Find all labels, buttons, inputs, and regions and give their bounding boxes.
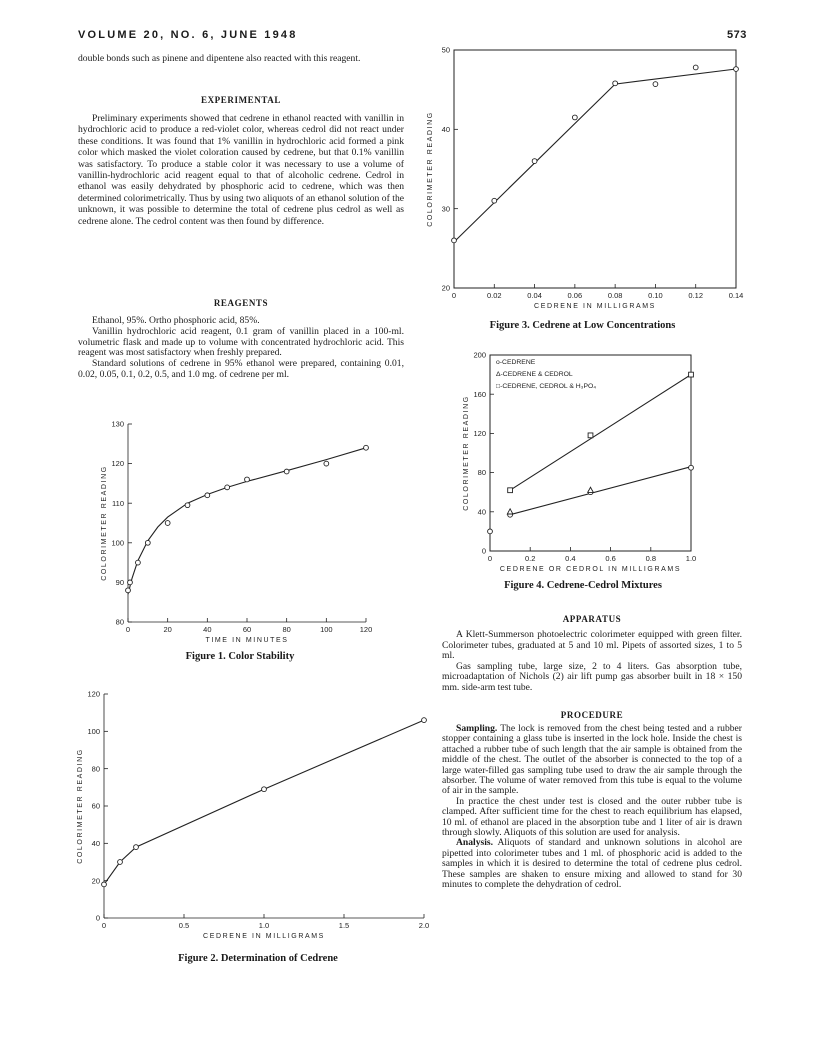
- data-point: [245, 477, 250, 482]
- x-tick-label: 80: [282, 625, 291, 634]
- figure-2-chart: [78, 688, 438, 950]
- x-tick-label: 0.08: [607, 291, 623, 300]
- data-point: [136, 560, 141, 565]
- data-point: [324, 461, 329, 466]
- data-point: [422, 718, 427, 723]
- x-tick-label: 1.5: [338, 921, 350, 930]
- data-point-triangle: [588, 487, 594, 492]
- x-tick-label: 1.0: [258, 921, 270, 930]
- y-tick-label: 80: [115, 617, 124, 627]
- x-tick-label: 0.14: [728, 291, 744, 300]
- x-tick-label: 20: [163, 625, 172, 634]
- data-point: [102, 882, 107, 887]
- y-tick-label: 20: [441, 283, 450, 293]
- data-point: [492, 198, 497, 203]
- y-tick-label: 90: [115, 578, 124, 587]
- y-tick-label: 110: [112, 498, 124, 508]
- y-tick-label: 130: [111, 419, 124, 429]
- y-tick-label: 30: [441, 204, 450, 214]
- x-tick-label: 0.8: [645, 554, 657, 563]
- x-tick-label: 40: [203, 625, 212, 634]
- y-axis-label: COLORIMETER READING: [427, 111, 434, 227]
- y-tick-label: 80: [477, 468, 486, 478]
- x-tick-label: 0.5: [178, 921, 190, 930]
- procedure-section: [442, 724, 742, 891]
- data-point-triangle: [507, 509, 513, 514]
- y-tick-label: 0: [481, 546, 486, 556]
- page-number: 573: [727, 29, 747, 41]
- data-point-square: [588, 433, 593, 438]
- data-point: [225, 485, 230, 490]
- y-axis-label: COLORIMETER READING: [101, 465, 108, 581]
- data-point: [613, 81, 618, 86]
- x-tick-label: 1.0: [685, 554, 697, 563]
- x-tick-label: 0: [125, 625, 131, 634]
- journal-header: VOLUME 20, NO. 6, JUNE 1948: [78, 29, 298, 41]
- x-tick-label: 0.06: [567, 291, 583, 300]
- sampling-label: Sampling.: [456, 723, 498, 734]
- data-point-square: [508, 488, 513, 493]
- data-point: [118, 860, 123, 865]
- data-point: [284, 469, 289, 474]
- y-tick-label: 120: [111, 459, 124, 469]
- apparatus-section: [442, 630, 742, 694]
- y-tick-label: 160: [473, 389, 486, 399]
- data-point: [126, 588, 131, 593]
- data-point: [262, 787, 267, 792]
- y-tick-label: 0: [95, 913, 100, 923]
- y-tick-label: 60: [91, 801, 100, 811]
- practice-paragraph: In practice the chest under test is closed and the outer rubber tube is clamped. After sufficient time for the chest to reach equilibrium has elapsed, 10 ml. of ethanol are placed in the absorption tube and 1 liter of air is drawn through slowly. Aliquots of this solution are used for analysis.: [442, 795, 742, 839]
- y-tick-label: 100: [111, 538, 124, 548]
- y-tick-label: 40: [91, 838, 100, 848]
- y-tick-label: 200: [473, 350, 486, 360]
- data-point: [734, 67, 739, 72]
- reagents-section: [78, 316, 404, 381]
- y-axis-label: COLORIMETER READING: [463, 395, 470, 511]
- reagent-item: Standard solutions of cedrene in 95% ethanol were prepared, containing 0.01, 0.02, 0.05, 0.1, 0.2, 0.5, and 1.0 mg. of cedrene per ml.: [78, 358, 404, 380]
- x-tick-label: 0.6: [605, 554, 616, 563]
- data-point: [134, 845, 139, 850]
- stability-curve: [128, 448, 366, 595]
- experimental-heading: EXPERIMENTAL: [200, 95, 282, 105]
- figure-1-chart: [90, 418, 390, 643]
- x-tick-label: 120: [359, 625, 373, 634]
- x-tick-label: 0.4: [565, 554, 576, 563]
- x-tick-label: 100: [320, 625, 333, 634]
- reagents-heading: REAGENTS: [213, 298, 269, 308]
- figure-3-caption: Figure 3. Cedrene at Low Concentrations: [489, 320, 676, 331]
- data-point: [165, 521, 170, 526]
- analysis-paragraph: [442, 838, 742, 890]
- intro-paragraph: double bonds such as pinene and dipentene also reacted with this reagent.: [78, 53, 361, 64]
- y-tick-label: 80: [91, 764, 100, 774]
- data-point: [452, 238, 457, 243]
- y-tick-label: 50: [441, 45, 450, 55]
- x-tick-label: 60: [242, 625, 252, 634]
- intro-text: [78, 53, 404, 64]
- figure-1-caption: Figure 1. Color Stability: [185, 651, 295, 662]
- data-line: [104, 720, 424, 884]
- procedure-heading: PROCEDURE: [560, 710, 624, 720]
- legend-entry: □-CEDRENE, CEDROL & H₃PO₄: [496, 383, 597, 390]
- data-point: [205, 493, 210, 498]
- y-tick-label: 120: [473, 429, 486, 438]
- regression-line: [510, 467, 691, 515]
- data-point: [532, 159, 537, 164]
- figure-4-chart: [448, 348, 718, 576]
- data-point: [364, 445, 369, 450]
- sampling-text: The lock is removed from the chest being tested and a rubber stopper containing a glass tube is inserted in the lock hole. Inside the chest is attached a rubber tube of such length that the air sample is obtained from the middle of the chest. The outlet of the absorber is connected to the top of a large water-filled gas sampling tube used to draw the air sample through the absorber. The volume of water removed from this tube is equal to the volume of air in the sample.: [442, 723, 742, 797]
- figure-2-caption: Figure 2. Determination of Cedrene: [178, 953, 338, 964]
- data-point: [689, 465, 694, 470]
- reagent-item: Ethanol, 95%. Ortho phosphoric acid, 85%.: [92, 315, 260, 326]
- x-tick-label: 0.2: [524, 554, 536, 563]
- data-point: [653, 82, 658, 87]
- data-point: [693, 65, 698, 70]
- x-tick-label: 0.04: [527, 291, 542, 300]
- experimental-paragraph: Preliminary experiments showed that cedrene in ethanol reacted with vanillin in hydrochloric acid to produce a red-violet color, whereas cedrol did not react under these conditions. It was found that 1% vanillin in hydrochloric acid formed a pink color which masked the violet coloration caused by cedrene, but that 0.1% vanillin was satisfactory. To produce a stable color it was necessary to use a volume of vanillin-hydrochloric acid reagent equal to that of alcoholic cedrene. Cedrol in ethanol was easily dehydrated by phosphoric acid to cedrene, which was then determined colorimetrically. Thus by using two aliquots of an ethanol solution of the unknown, it was possible to determine the total of cedrene plus cedrol as well as cedrene alone. The cedrol content was then found by difference.: [78, 113, 404, 227]
- x-tick-label: 0.10: [648, 291, 663, 300]
- x-tick-label: 0.12: [688, 291, 704, 300]
- legend-entry: Δ-CEDRENE & CEDROL: [496, 371, 573, 378]
- y-tick-label: 40: [477, 507, 486, 517]
- data-point: [128, 580, 133, 585]
- analysis-text: Aliquots of standard and unknown solutions in alcohol are pipetted into colorimeter tubes and 1 ml. of phosphoric acid is added to the samples in which it is desired to determine the total of cedrene plus cedrol. These samples are shaken to ensure mixing and allowed to stand for 30 minutes to complete the dehydration of cedrol.: [442, 837, 742, 891]
- y-tick-label: 20: [91, 876, 100, 886]
- x-tick-label: 2.0: [418, 921, 430, 930]
- data-point: [185, 503, 190, 508]
- data-point: [572, 115, 577, 120]
- x-axis-label: TIME IN MINUTES: [205, 637, 289, 644]
- y-tick-label: 100: [87, 726, 100, 736]
- x-tick-label: 0: [487, 554, 493, 563]
- analysis-label: Analysis.: [456, 837, 494, 849]
- x-axis-label: CEDRENE IN MILLIGRAMS: [534, 303, 656, 310]
- regression-line: [510, 375, 691, 491]
- data-point: [488, 529, 493, 534]
- x-tick-label: 0: [101, 921, 107, 930]
- plot-frame: [454, 50, 736, 288]
- data-point-square: [689, 372, 694, 377]
- apparatus-item: A Klett-Summerson photoelectric colorimeter equipped with green filter. Colorimeter tubes, graduated at 5 and 10 ml. Pipets of assorted sizes, 1 to 5 ml.: [442, 629, 742, 662]
- figure-3-chart: [418, 44, 748, 316]
- x-axis-label: CEDRENE IN MILLIGRAMS: [203, 933, 325, 940]
- reagent-item: Vanillin hydrochloric acid reagent, 0.1 gram of vanillin placed in a 100-ml. volumetric flask and made up to volume with concentrated hydrochloric acid. This reagent was most satisfactory when freshly prepared.: [78, 325, 404, 359]
- fit-line: [454, 69, 736, 242]
- experimental-section: [78, 113, 404, 227]
- x-axis-label: CEDRENE OR CEDROL IN MILLIGRAMS: [499, 566, 682, 573]
- y-axis-label: COLORIMETER READING: [77, 748, 84, 864]
- x-tick-label: 0: [451, 291, 457, 300]
- legend-entry: o-CEDRENE: [496, 359, 536, 366]
- figure-4-caption: Figure 4. Cedrene-Cedrol Mixtures: [504, 580, 662, 591]
- x-tick-label: 0.02: [486, 291, 502, 300]
- sampling-paragraph: [442, 724, 742, 797]
- apparatus-item: Gas sampling tube, large size, 2 to 4 liters. Gas absorption tube, microadaptation of Nichols (2) air lift pump gas absorber built in 18 × 150 mm. side-arm test tube.: [442, 660, 742, 693]
- y-tick-label: 120: [87, 689, 100, 699]
- data-point: [145, 540, 150, 545]
- y-tick-label: 40: [441, 124, 450, 134]
- apparatus-heading: APPARATUS: [562, 614, 622, 624]
